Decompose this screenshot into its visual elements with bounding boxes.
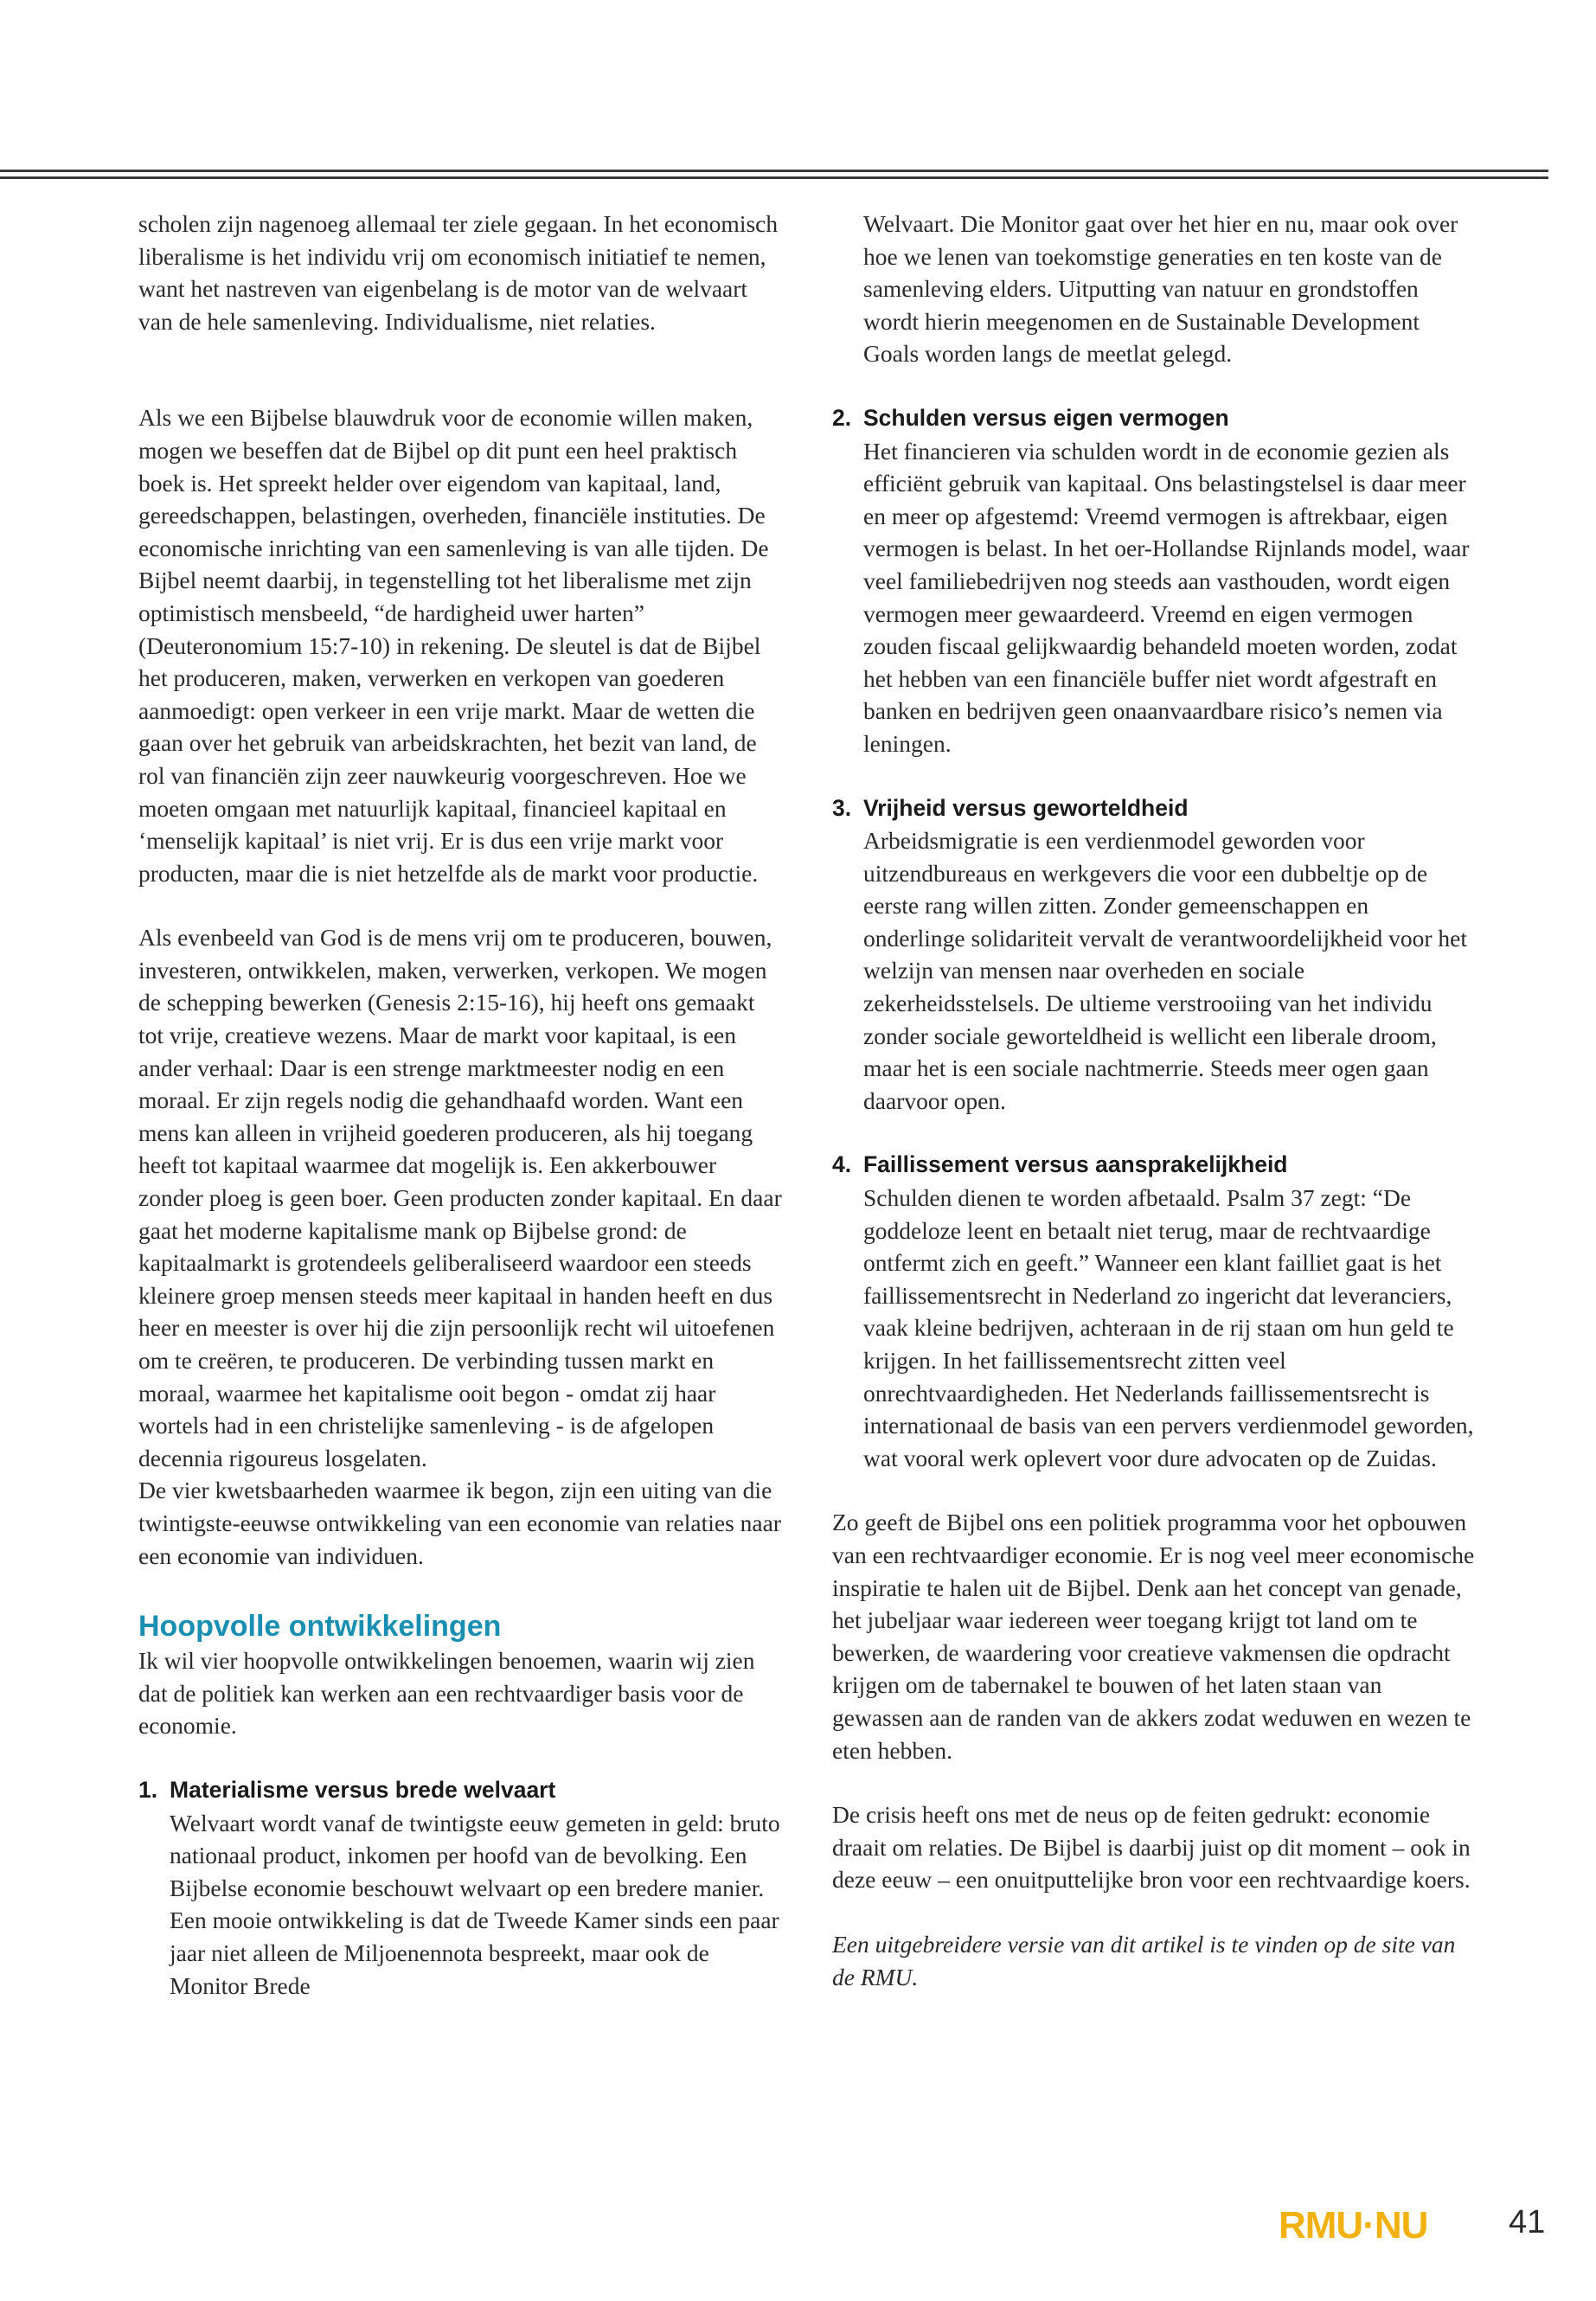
list-item-4-number: 4. <box>832 1151 852 1178</box>
header-rule-bottom <box>0 176 1548 179</box>
list-item-4-heading: Faillissement versus aansprakelijkheid <box>863 1151 1288 1178</box>
list-item-3 <box>832 792 1476 1118</box>
list-item-3-title <box>832 792 1476 825</box>
list-item-3-body: Arbeidsmigratie is een verdienmodel geworden voor uitzendbureaus en werkgevers die voor een dubbeltje op de eerste rang willen zitten. Zonder gemeenschappen en onderlinge solidariteit vervalt de verantwoordelijkheid voor het welzijn van mensen naar overheden en sociale zekerheidsstelsels. De ultieme verstrooiing van het individu zonder sociale geworteldheid is wellicht een liberale droom, maar het is een sociale nachtmerrie. Steeds meer ogen gaan daarvoor open. <box>863 827 1467 1114</box>
list-item-3-number: 3. <box>832 794 852 821</box>
list-item-4-title <box>832 1149 1476 1182</box>
list-item-2-heading: Schulden versus eigen vermogen <box>863 404 1229 431</box>
list-item-1 <box>138 1774 784 2002</box>
list-item-1-title <box>138 1774 784 1807</box>
paragraph-intro: scholen zijn nagenoeg allemaal ter ziele gegaan. In het economisch liberalisme is het individu vrij om economisch initiatief te nemen, want het nastreven van eigenbelang is de motor van de welvaart van de hele samenleving. Individualisme, niet relaties. <box>138 210 779 335</box>
list-item-2-title <box>832 402 1476 435</box>
right-column <box>832 208 1476 1993</box>
paragraph-blauwdruk: Als we een Bijbelse blauwdruk voor de economie willen maken, mogen we beseffen dat de Bijbel op dit punt een heel praktisch boek is. Het spreekt helder over eigendom van kapitaal, land, gereedschappen, belastingen, overheden, financiële instituties. De economische inrichting van een samenleving is van alle tijden. De Bijbel neemt daarbij, in tegenstelling tot het liberalisme met zijn optimistisch mensbeeld, “de hardigheid uwer harten” (Deuteronomium 15:7-10) in rekening. De sleutel is dat de Bijbel het produceren, maken, verwerken en verkopen van goederen aanmoedigt: open verkeer in een vrije markt. Maar de wetten die gaan over het gebruik van arbeidskrachten, het bezit van land, de rol van financiën zijn zeer nauwkeurig voorgeschreven. Hoe we moeten omgaan met natuurlijk kapitaal, financieel kapitaal en ‘menselijk kapitaal’ is niet vrij. Er is dus een vrije markt voor producten, maar die is niet hetzelfde als de markt voor productie. <box>138 404 769 887</box>
list-item-1-heading: Materialisme versus brede welvaart <box>170 1776 556 1803</box>
list-item-1-number: 1. <box>138 1776 158 1803</box>
paragraph-evenbeeld: Als evenbeeld van God is de mens vrij om te produceren, bouwen, investeren, ontwikkelen, maken, verwerken, verkopen. We mogen de schepping bewerken (Genesis 2:15-16), hij heeft ons gemaakt tot vrije, creatieve wezens. Maar de markt voor kapitaal, is een ander verhaal: Daar is een strenge marktmeester nodig en een moraal. Er zijn regels nodig die gehandhaafd worden. Want een mens kan alleen in vrijheid goederen produceren, als hij toegang heeft tot kapitaal waarmee dat mogelijk is. Een akkerbouwer zonder ploeg is geen boer. Geen producten zonder kapitaal. En daar gaat het moderne kapitalisme mank op Bijbelse grond: de kapitaalmarkt is grotendeels geliberaliseerd waardoor een steeds kleinere groep mensen steeds meer kapitaal in handen heeft en dus heer en meester is over hij die zijn persoonlijk recht wil uitoefenen om te creëren, te produceren. De verbinding tussen markt en moraal, waarmee het kapitalisme ooit begon - omdat zij haar wortels had in een christelijke samenleving - is de afgelopen decennia rigoureus losgelaten. <box>138 924 782 1471</box>
list-item-2-body: Het financieren via schulden wordt in de economie gezien als efficiënt gebruik van kapitaal. Ons belastingstelsel is daar meer en meer op afgestemd: Vreemd vermogen is aftrekbaar, eigen vermogen is belast. In het oer-Hollandse Rijnlands model, waar veel familiebedrijven nog steeds aan vasthouden, wordt eigen vermogen meer gewaardeerd. Vreemd en eigen vermogen zouden fiscaal gelijkwaardig behandeld moeten worden, zodat het hebben van een financiële buffer niet wordt afgestraft en banken en bedrijven geen onaanvaardbare risico’s nemen via leningen. <box>863 437 1470 757</box>
paragraph-programma: Zo geeft de Bijbel ons een politiek programma voor het opbouwen van een rechtvaardiger economie. Er is nog veel meer economische inspiratie te halen uit de Bijbel. Denk aan het concept van genade, het jubeljaar waar iedereen weer toegang krijgt tot land om te bewerken, de waardering voor creatieve vakmensen die opdracht krijgen om de tabernakel te bouwen of het laten staan van gewassen aan de randen van de akkers zodat weduwen en wezen te eten hebben. <box>832 1509 1475 1764</box>
article-note: Een uitgebreidere versie van dit artikel is te vinden op de site van de RMU. <box>832 1930 1456 1990</box>
paragraph-crisis: De crisis heeft ons met de neus op de feiten gedrukt: economie draait om relaties. De Bijbel is daarbij juist op dit moment – ook in deze eeuw – een onuitputtelijke bron voor een rechtvaardige koers. <box>832 1801 1471 1894</box>
list-item-3-heading: Vrijheid versus geworteldheid <box>863 794 1189 821</box>
paragraph-kwetsbaarheden: De vier kwetsbaarheden waarmee ik begon, zijn een uiting van die twintigste-eeuwse ontwikkeling van een economie van relaties naar een economie van individuen. <box>138 1477 781 1569</box>
list-item-4-body: Schulden dienen te worden afbetaald. Psalm 37 zegt: “De goddeloze leent en betaalt niet terug, maar de rechtvaardige ontfermt zich en geeft.” Wanneer een klant failliet gaat is het faillissementsrecht in Nederland zo ingericht dat leveranciers, vaak kleine bedrijven, achteraan in de rij staan om hun geld te krijgen. In het faillissementsrecht zitten veel onrechtvaardigheden. Het Nederlands faillissementsrecht is internationaal de basis van een pervers verdienmodel geworden, wat vooral werk oplevert voor dure advocaten op de Zuidas. <box>863 1184 1474 1471</box>
list-item-4 <box>832 1149 1476 1474</box>
page-number: 41 <box>1509 2204 1546 2240</box>
section-heading: Hoopvolle ontwikkelingen <box>138 1610 502 1644</box>
list-item-1-body: Welvaart wordt vanaf de twintigste eeuw gemeten in geld: bruto nationaal product, inkomen per hoofd van de bevolking. Een Bijbelse economie beschouwt welvaart op een bredere manier. Een mooie ontwikkeling is dat de Tweede Kamer sinds een paar jaar niet alleen de Miljoenennota bespreekt, maar ook de Monitor Brede <box>170 1809 780 1999</box>
list-item-2 <box>832 402 1476 760</box>
left-column <box>138 208 784 2002</box>
header-rule-top <box>0 170 1548 172</box>
paragraph-hoopvol: Ik wil vier hoopvolle ontwikkelingen benoemen, waarin wij zien dat de politiek kan werken aan een rechtvaardiger basis voor de economie. <box>138 1647 755 1740</box>
rmu-nu-logo: RMU·NU <box>1279 2204 1428 2247</box>
list-item-1-body-continued: Welvaart. Die Monitor gaat over het hier en nu, maar ook over hoe we lenen van toekomstige generaties en ten koste van de samenleving elders. Uitputting van natuur en grondstoffen wordt hierin meegenomen en de Sustainable Development Goals worden langs de meetlat gelegd. <box>863 210 1458 368</box>
list-item-2-number: 2. <box>832 404 852 431</box>
